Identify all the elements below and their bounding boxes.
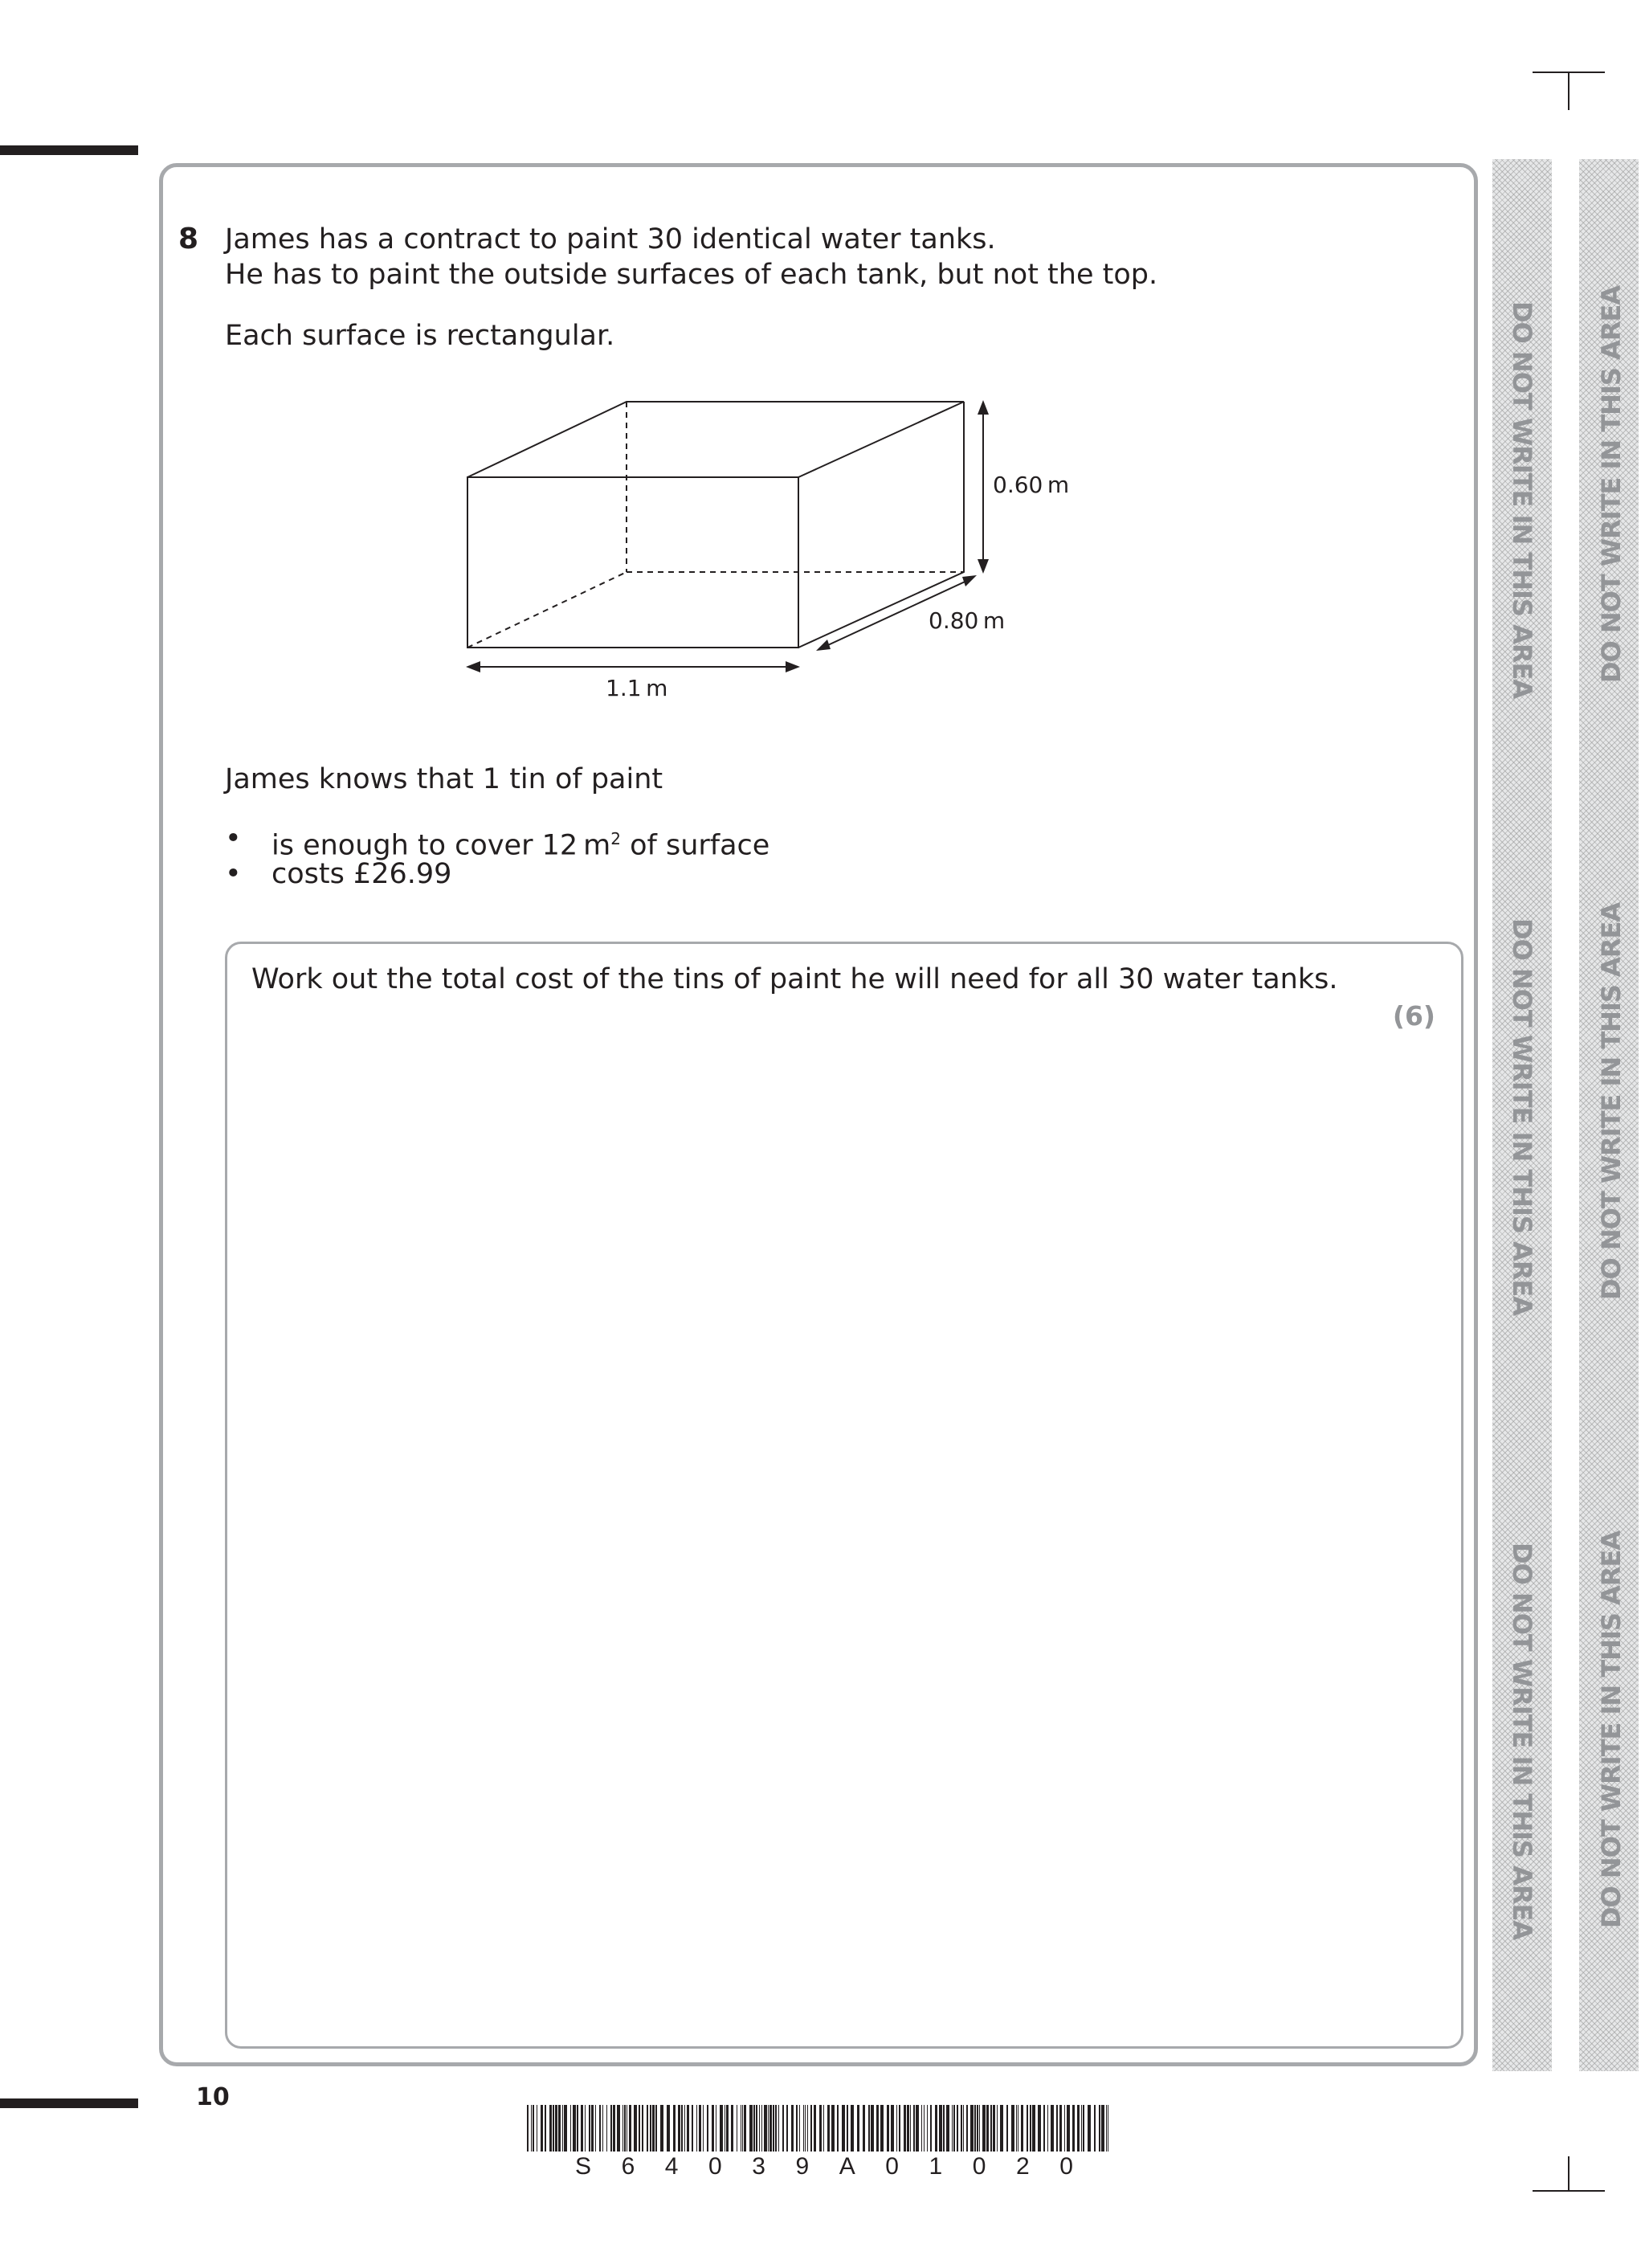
barcode-bar — [720, 2105, 723, 2152]
barcode-bar — [810, 2105, 812, 2152]
barcode-bar — [655, 2105, 657, 2152]
barcode-bar — [647, 2105, 648, 2152]
barcode-bar — [970, 2105, 974, 2152]
barcode-bar — [555, 2105, 557, 2152]
barcode-bar — [916, 2105, 919, 2152]
barcode-bar — [610, 2105, 612, 2152]
barcode-bar — [562, 2105, 563, 2152]
barcode-bar — [527, 2105, 529, 2152]
barcode-bar — [775, 2105, 777, 2152]
barcode-char: 0 — [708, 2153, 722, 2180]
barcode-bar — [673, 2105, 676, 2152]
barcode-bar — [807, 2105, 808, 2152]
barcode-bar — [591, 2105, 594, 2152]
barcode-bar — [1081, 2105, 1082, 2152]
barcode-bar — [692, 2105, 693, 2152]
bullet-cost: costs £26.99 — [271, 858, 452, 890]
barcode-bar — [761, 2105, 762, 2152]
barcode-bar — [622, 2105, 623, 2152]
question-line-1: James has a contract to paint 30 identical water tanks. — [225, 223, 996, 255]
margin-warning: DO NOT WRITE IN THIS AREA — [1507, 301, 1537, 699]
bullet-coverage-text: is enough to cover 12 m — [271, 829, 611, 862]
bullet-dot: • — [225, 823, 242, 855]
barcode-bar — [819, 2105, 822, 2152]
barcode-bar — [696, 2105, 697, 2152]
barcode-bar — [553, 2105, 554, 2152]
barcode-bar — [749, 2105, 753, 2152]
barcode-bar — [759, 2105, 760, 2152]
barcode-bar — [687, 2105, 689, 2152]
barcode-bar — [868, 2105, 870, 2152]
barcode-bar — [880, 2105, 884, 2152]
barcode-bar — [1077, 2105, 1080, 2152]
arrow-head — [786, 661, 800, 672]
barcode-bar — [799, 2105, 800, 2152]
barcode-bar — [876, 2105, 879, 2152]
barcode-bar — [1016, 2105, 1017, 2152]
barcode-bar — [1006, 2105, 1008, 2152]
width-label: 1.1 m — [606, 675, 668, 701]
arrow-head — [816, 640, 831, 651]
barcode-bar — [753, 2105, 755, 2152]
barcode-char: 0 — [1059, 2153, 1073, 2180]
barcode-bar — [1059, 2105, 1062, 2152]
barcode-bar — [1043, 2105, 1045, 2152]
barcode-char: 0 — [972, 2153, 986, 2180]
margin-bar-top — [0, 145, 138, 155]
barcode-bar — [823, 2105, 824, 2152]
barcode-bar — [896, 2105, 897, 2152]
barcode-bar — [796, 2105, 798, 2152]
marks-indicator: (6) — [1392, 1000, 1435, 1032]
barcode-bar — [769, 2105, 772, 2152]
crop-mark-top-v — [1568, 72, 1569, 110]
arrow-head — [978, 400, 989, 415]
barcode-bar — [731, 2105, 733, 2152]
barcode-bar — [827, 2105, 830, 2152]
barcode-char: 9 — [795, 2153, 810, 2180]
barcode-bar — [678, 2105, 680, 2152]
margin-warning: DO NOT WRITE IN THIS AREA — [1507, 1543, 1537, 1940]
arrow-head — [466, 661, 480, 672]
barcode-bar — [602, 2105, 603, 2152]
barcode-bar — [782, 2105, 784, 2152]
barcode-bar — [1051, 2105, 1054, 2152]
barcode-bar — [624, 2105, 626, 2152]
barcode-bar — [921, 2105, 922, 2152]
barcode-bar — [1101, 2105, 1104, 2152]
barcode-char: 4 — [664, 2153, 679, 2180]
barcode-bar — [1021, 2105, 1023, 2152]
barcode-bar — [966, 2105, 968, 2152]
barcode-bar — [851, 2105, 854, 2152]
bullet-coverage-tail: of surface — [620, 829, 770, 862]
barcode-bar — [979, 2105, 980, 2152]
barcode-bar — [564, 2105, 567, 2152]
tank-top-edges — [467, 402, 964, 477]
answer-area[interactable] — [225, 942, 1463, 2049]
barcode-bar — [726, 2105, 729, 2152]
arrow-head — [962, 575, 977, 586]
margin-warning: DO NOT WRITE IN THIS AREA — [1596, 902, 1627, 1300]
barcode-bar — [961, 2105, 962, 2152]
paint-intro: James knows that 1 tin of paint — [225, 763, 663, 795]
barcode-bar — [982, 2105, 986, 2152]
barcode-bar — [805, 2105, 806, 2152]
barcode-bar — [712, 2105, 714, 2152]
barcode-bar — [773, 2105, 774, 2152]
barcode-bar — [986, 2105, 989, 2152]
task-text: Work out the total cost of the tins of paint he will need for all 30 water tanks. — [251, 963, 1338, 995]
barcode-bar — [681, 2105, 683, 2152]
barcode-bar — [1000, 2105, 1003, 2152]
page-number: 10 — [196, 2083, 230, 2111]
barcode-bar — [887, 2105, 889, 2152]
barcode-bar — [549, 2105, 552, 2152]
barcode-bar — [577, 2105, 578, 2152]
barcode-bar — [1038, 2105, 1041, 2152]
barcode-bar — [744, 2105, 746, 2152]
margin-warning: DO NOT WRITE IN THIS AREA — [1507, 918, 1537, 1316]
arrow-head — [978, 559, 989, 574]
barcode-bar — [599, 2105, 601, 2152]
barcode-char: 1 — [929, 2153, 943, 2180]
barcode-bar — [1047, 2105, 1048, 2152]
barcode-bar — [667, 2105, 670, 2152]
depth-label: 0.80 m — [929, 607, 1006, 634]
barcode-bar — [573, 2105, 576, 2152]
barcode-bar — [585, 2105, 586, 2152]
barcode-bar — [814, 2105, 816, 2152]
barcode-bar — [837, 2105, 839, 2152]
barcode-bar — [924, 2105, 925, 2152]
barcode-char: 6 — [621, 2153, 635, 2180]
question-line-3: Each surface is rectangular. — [225, 320, 615, 352]
barcode-bar — [952, 2105, 953, 2152]
barcode-bar — [707, 2105, 708, 2152]
barcode-bar — [617, 2105, 620, 2152]
barcode-bar — [957, 2105, 958, 2152]
barcode-bar — [831, 2105, 835, 2152]
margin-warning: DO NOT WRITE IN THIS AREA — [1596, 285, 1627, 683]
barcode-bar — [1083, 2105, 1084, 2152]
barcode-char: 2 — [1016, 2153, 1030, 2180]
barcode-bar — [652, 2105, 655, 2152]
barcode-bar — [558, 2105, 561, 2152]
barcode-bar — [1088, 2105, 1091, 2152]
barcode-bar — [927, 2105, 928, 2152]
barcode-bar — [613, 2105, 615, 2152]
barcode-bar — [939, 2105, 942, 2152]
bullet-coverage-sup: 2 — [610, 829, 621, 848]
barcode-char: 3 — [752, 2153, 765, 2180]
barcode-bar — [977, 2105, 978, 2152]
height-label: 0.60 m — [993, 472, 1070, 498]
barcode-bar — [904, 2105, 906, 2152]
barcode-bar — [684, 2105, 685, 2152]
barcode-bar — [541, 2105, 543, 2152]
barcode-bar — [1067, 2105, 1070, 2152]
barcode-bar — [570, 2105, 571, 2152]
barcode-char: S — [575, 2153, 592, 2180]
barcode-bar — [768, 2105, 769, 2152]
barcode — [527, 2105, 1113, 2152]
barcode-bar — [1030, 2105, 1031, 2152]
hidden-edge-left — [467, 572, 627, 648]
barcode-bar — [891, 2105, 894, 2152]
barcode-bar — [545, 2105, 546, 2152]
barcode-bar — [913, 2105, 915, 2152]
bullet-dot: • — [225, 858, 242, 890]
barcode-bar — [953, 2105, 955, 2152]
barcode-bar — [842, 2105, 845, 2152]
barcode-bar — [786, 2105, 788, 2152]
barcode-bar — [1072, 2105, 1075, 2152]
barcode-bar — [946, 2105, 949, 2152]
barcode-bar — [871, 2105, 874, 2152]
barcode-bar — [910, 2105, 911, 2152]
margin-bar-bottom — [0, 2098, 138, 2108]
barcode-bar — [533, 2105, 534, 2152]
barcode-bar — [703, 2105, 704, 2152]
barcode-bar — [1032, 2105, 1035, 2152]
barcode-bar — [847, 2105, 848, 2152]
barcode-bar — [1056, 2105, 1058, 2152]
barcode-bar — [699, 2105, 701, 2152]
barcode-bar — [1027, 2105, 1028, 2152]
barcode-bar — [899, 2105, 900, 2152]
barcode-bar — [974, 2105, 976, 2152]
question-number: 8 — [178, 223, 199, 255]
barcode-bar — [1064, 2105, 1065, 2152]
barcode-bar — [935, 2105, 937, 2152]
barcode-bar — [930, 2105, 932, 2152]
barcode-bar — [857, 2105, 859, 2152]
barcode-bar — [629, 2105, 631, 2152]
question-line-2: He has to paint the outside surfaces of each tank, but not the top. — [225, 259, 1158, 291]
barcode-bar — [990, 2105, 992, 2152]
barcode-bar — [742, 2105, 743, 2152]
barcode-char: 0 — [885, 2153, 899, 2180]
barcode-bar — [803, 2105, 804, 2152]
barcode-bar — [531, 2105, 532, 2152]
barcode-bar — [606, 2105, 607, 2152]
barcode-bar — [634, 2105, 637, 2152]
barcode-bar — [993, 2105, 995, 2152]
crop-mark-bottom-v — [1568, 2156, 1569, 2192]
barcode-bar — [595, 2105, 596, 2152]
barcode-bar — [963, 2105, 964, 2152]
barcode-bar — [791, 2105, 794, 2152]
barcode-bar — [1011, 2105, 1014, 2152]
barcode-digits — [575, 2153, 1073, 2180]
barcode-bar — [581, 2105, 583, 2152]
barcode-bar — [660, 2105, 663, 2152]
barcode-bar — [650, 2105, 651, 2152]
barcode-bar — [1094, 2105, 1096, 2152]
water-tank-diagram — [450, 386, 1076, 707]
barcode-bar — [863, 2105, 865, 2152]
barcode-bar — [764, 2105, 767, 2152]
barcode-bar — [639, 2105, 640, 2152]
barcode-bar — [997, 2105, 998, 2152]
barcode-bar — [642, 2105, 643, 2152]
margin-warning: DO NOT WRITE IN THIS AREA — [1596, 1530, 1627, 1928]
barcode-bar — [943, 2105, 945, 2152]
barcode-bar — [1106, 2105, 1107, 2152]
tank-front-face — [467, 477, 798, 648]
barcode-char: A — [839, 2153, 855, 2180]
barcode-bar — [778, 2105, 779, 2152]
barcode-bar — [1099, 2105, 1100, 2152]
barcode-bar — [756, 2105, 757, 2152]
barcode-bar — [907, 2105, 909, 2152]
barcode-bar — [589, 2105, 590, 2152]
